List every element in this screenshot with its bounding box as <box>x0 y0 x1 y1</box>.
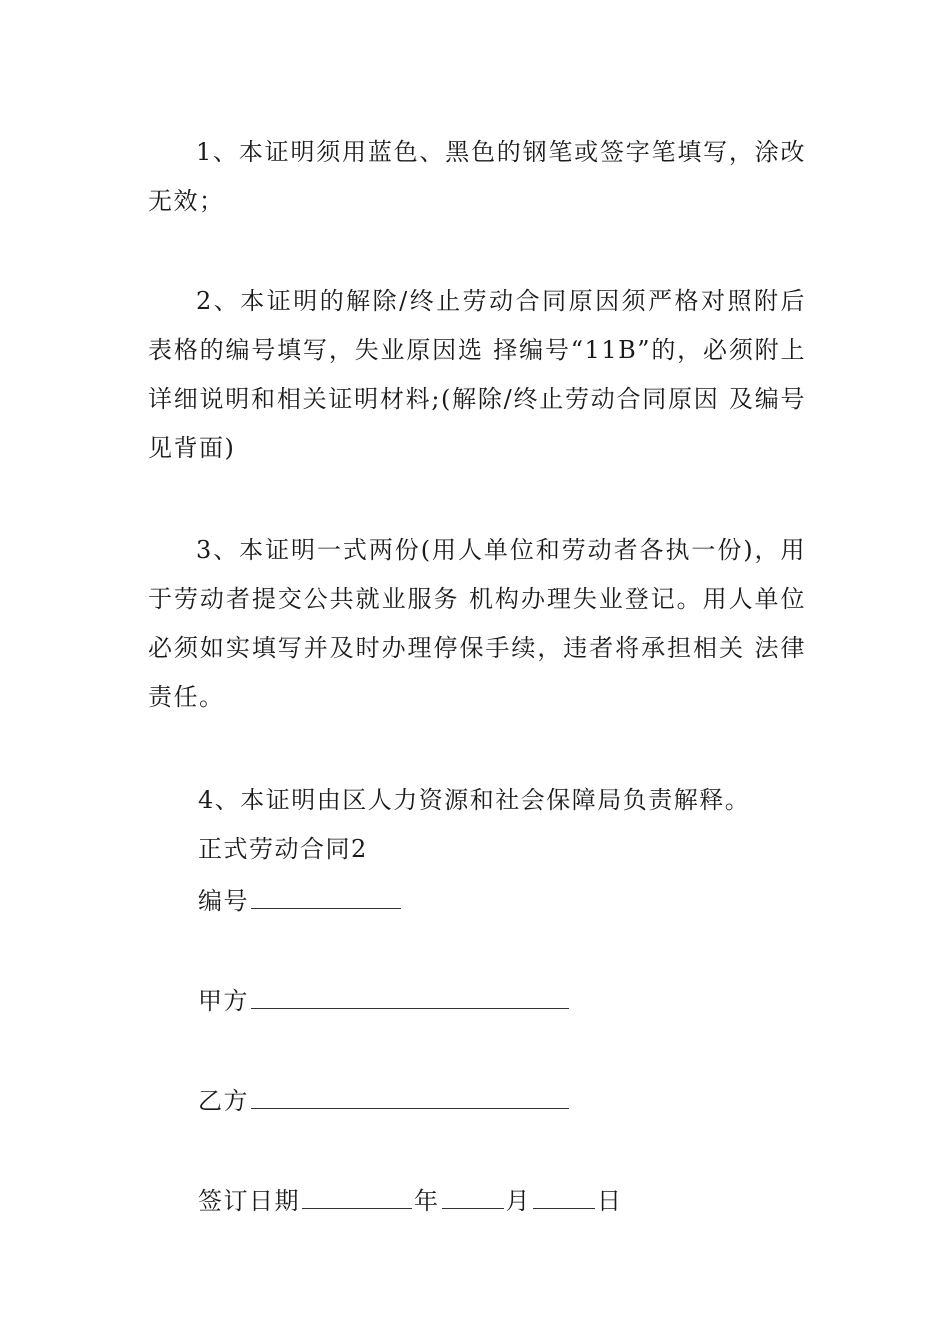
sign-date-row <box>198 1184 623 1216</box>
contract-title: 正式劳动合同2 <box>198 835 368 863</box>
party-a-blank <box>251 984 569 1009</box>
party-b-row <box>198 1084 571 1116</box>
party-a-row <box>198 984 571 1016</box>
contract-number-row <box>198 884 403 916</box>
month-label: 月 <box>505 1187 531 1215</box>
sign-date-label: 签订日期 <box>198 1187 300 1215</box>
instruction-paragraph-2: 2、本证明的解除/终止劳动合同原因须严格对照附后表格的编号填写，失业原因选 择编号“11B”的，必须附上详细说明和相关证明材料;(解除/终止劳动合同原因 及编号见背面) <box>148 287 806 462</box>
party-b-label: 乙方 <box>198 1087 249 1115</box>
sign-year-blank <box>302 1184 412 1209</box>
instruction-paragraph-1: 1、本证明须用蓝色、黑色的钢笔或签字笔填写，涂改无效； <box>148 138 806 215</box>
year-label: 年 <box>414 1187 440 1215</box>
party-a-label: 甲方 <box>198 987 249 1015</box>
sign-day-blank <box>533 1184 595 1209</box>
sign-month-blank <box>442 1184 504 1209</box>
day-label: 日 <box>597 1187 623 1215</box>
party-b-blank <box>251 1084 569 1109</box>
instruction-paragraph-4: 4、本证明由区人力资源和社会保障局负责解释。 <box>198 786 751 814</box>
contract-number-blank <box>251 884 401 909</box>
instruction-paragraph-3: 3、本证明一式两份(用人单位和劳动者各执一份)，用于劳动者提交公共就业服务 机构办理失业登记。用人单位必须如实填写并及时办理停保手续，违者将承担相关 法律责任。 <box>148 536 806 711</box>
contract-number-label: 编号 <box>198 887 249 915</box>
